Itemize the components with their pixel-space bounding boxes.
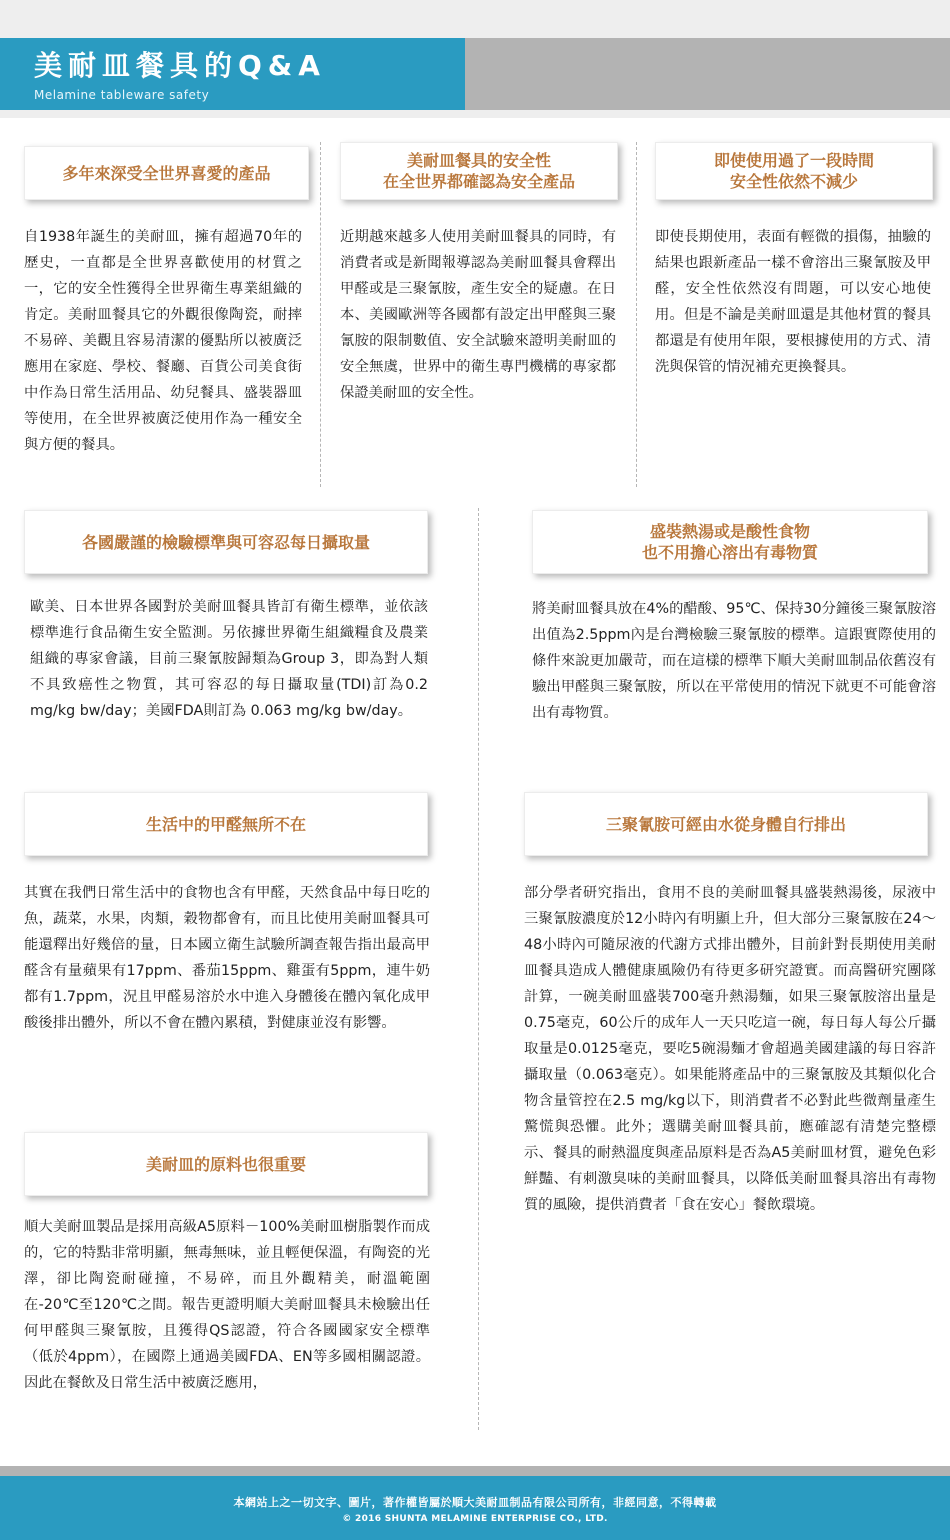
- company-name: © 2016 SHUNTA MELAMINE ENTERPRISE CO., LTD.: [342, 1514, 608, 1524]
- section-heading-long-term-safety: [655, 142, 933, 200]
- section-body-hot-acidic-food: 將美耐皿餐具放在4%的醋酸、95℃、保持30分鐘後三聚氰胺溶出值為2.5ppm內是台灣檢驗三聚氰胺的標準。這跟實際使用的條件來說更加嚴苛，而在這樣的標準下順大美耐皿制品依舊沒有驗出甲醛與三聚氰胺，所以在平常使用的情況下就更不可能會溶出有毒物質。: [532, 601, 936, 721]
- section-heading-raw-materials: [24, 1132, 428, 1196]
- heading-line: 多年來深受全世界喜愛的產品: [62, 163, 271, 183]
- page-title: 美耐皿餐具的Q&A: [34, 49, 326, 82]
- section-body-loved-worldwide: 自1938年誕生的美耐皿，擁有超過70年的歷史，一直都是全世界喜歡使用的材質之一，它的安全性獲得全世界衛生專業組織的肯定。美耐皿餐具它的外觀很像陶瓷，耐摔不易碎、美觀且容易清潔的優點所以被廣泛應用在家庭、學校、餐廳、百貨公司美食街中作為日常生活用品、幼兒餐具、盛裝器皿等使用，在全世界被廣泛使用作為一種安全與方便的餐具。: [24, 229, 302, 453]
- footer-stripe: [0, 1466, 950, 1476]
- heading-line: 即使使用過了一段時間: [713, 151, 874, 170]
- heading-line: 盛裝熱湯或是酸性食物: [649, 522, 810, 541]
- section-heading-loved-worldwide: [24, 146, 309, 200]
- section-body-long-term-safety: 即使長期使用，表面有輕微的損傷，抽驗的結果也跟新產品一樣不會溶出三聚氰胺及甲醛，安全性依然沒有問題，可以安心地使用。但是不論是美耐皿還是其他材質的餐具都還是有使用年限，要根據使用的方式、清洗與保管的情況補充更換餐具。: [655, 229, 931, 375]
- section-heading-melamine-excretion: [524, 792, 928, 856]
- heading-line: 三聚氰胺可經由水從身體自行排出: [605, 814, 846, 834]
- page-subtitle: Melamine tableware safety: [34, 88, 210, 102]
- section-body-inspection-standards: 歐美、日本世界各國對於美耐皿餐具皆訂有衛生標準，並依該標準進行食品衛生安全監測。另依據世界衛生組織糧食及農業組織的專家會議，目前三聚氰胺歸類為Group 3，即為對人類不具致癌性之物質，其可容忍的每日攝取量(TDI)訂為0.2 mg/kg bw/day；美國FDA則訂為 0.063 mg/kg bw/day。: [30, 599, 428, 719]
- copyright-notice: 本網站上之一切文字、圖片，著作權皆屬於順大美耐皿制品有限公司所有，非經同意，不得轉載: [233, 1496, 717, 1509]
- header-grey-band: [465, 38, 950, 110]
- heading-line: 生活中的甲醛無所不在: [145, 814, 306, 834]
- heading-line: 美耐皿的原料也很重要: [145, 1154, 306, 1174]
- heading-line: 安全性依然不減少: [729, 172, 858, 191]
- section-body-raw-materials: 順大美耐皿製品是採用高級A5原料－100%美耐皿樹脂製作而成的，它的特點非常明顯，無毒無味，並且輕便保溫，有陶瓷的光澤，卻比陶瓷耐碰撞，不易碎，而且外觀精美，耐溫範圍在-20℃至120℃之間。報告更證明順大美耐皿餐具未檢驗出任何甲醛與三聚氰胺，且獲得QS認證，符合各國國家安全標準（低於4ppm），在國際上通過美國FDA、EN等多國相關認證。因此在餐飲及日常生活中被廣泛應用，: [24, 1219, 430, 1391]
- heading-line: 各國嚴謹的檢驗標準與可容忍每日攝取量: [81, 532, 370, 552]
- heading-line: 也不用擔心溶出有毒物質: [641, 543, 818, 562]
- section-heading-hot-acidic-food: [532, 510, 928, 574]
- section-body-melamine-excretion: 部分學者研究指出，食用不良的美耐皿餐具盛裝熱湯後，尿液中三聚氰胺濃度於12小時內有明顯上升，但大部分三聚氰胺在24～48小時內可隨尿液的代謝方式排出體外，目前針對長期使用美耐皿餐具造成人體健康風險仍有待更多研究證實。而高醫研究團隊計算，一碗美耐皿盛裝700毫升熱湯麵，如果三聚氰胺溶出量是0.75毫克，60公斤的成年人一天只吃這一碗，每日每人每公斤攝取量是0.0125毫克，要吃5碗湯麵才會超過美國建議的每日容許攝取量（0.063毫克）。如果能將產品中的三聚氰胺及其類似化合物含量管控在2.5 mg/kg以下，則消費者不必對此些微劑量產生驚慌與恐懼。此外；選購美耐皿餐具前，應確認有清楚完整標示、餐具的耐熱溫度與產品原料是否為A5美耐皿材質，避免色彩鮮豔、有刺激臭味的美耐皿餐具，以降低美耐皿餐具溶出有毒物質的風險，提供消費者「食在安心」餐飲環境。: [524, 885, 936, 1213]
- column-divider: [320, 142, 321, 487]
- page-header: [0, 0, 950, 118]
- section-heading-safety-confirmed: [340, 142, 618, 200]
- heading-line: 在全世界都確認為安全產品: [382, 172, 575, 191]
- column-divider: [636, 142, 637, 487]
- section-heading-inspection-standards: [24, 510, 428, 574]
- section-heading-formaldehyde-everywhere: [24, 792, 428, 856]
- page-footer: [0, 1476, 950, 1540]
- column-divider: [478, 508, 479, 1430]
- section-body-formaldehyde-everywhere: 其實在我們日常生活中的食物也含有甲醛，天然食品中每日吃的魚，蔬菜，水果，肉類，穀物都會有，而且比使用美耐皿餐具可能還釋出好幾倍的量，日本國立衛生試驗所調查報告指出最高甲醛含有量蘋果有17ppm、番茄15ppm、雞蛋有5ppm，連牛奶都有1.7ppm，況且甲醛易溶於水中進入身體後在體內氧化成甲酸後排出體外，所以不會在體內累積，對健康並沒有影響。: [24, 885, 430, 1031]
- section-body-safety-confirmed: 近期越來越多人使用美耐皿餐具的同時，有消費者或是新聞報導認為美耐皿餐具會釋出甲醛或是三聚氰胺，產生安全的疑慮。在日本、美國歐洲等各國都有設定出甲醛與三聚氰胺的限制數值、安全試驗來證明美耐皿的安全無虞，世界中的衛生專門機構的專家都保證美耐皿的安全性。: [340, 229, 616, 401]
- heading-line: 美耐皿餐具的安全性: [406, 151, 551, 170]
